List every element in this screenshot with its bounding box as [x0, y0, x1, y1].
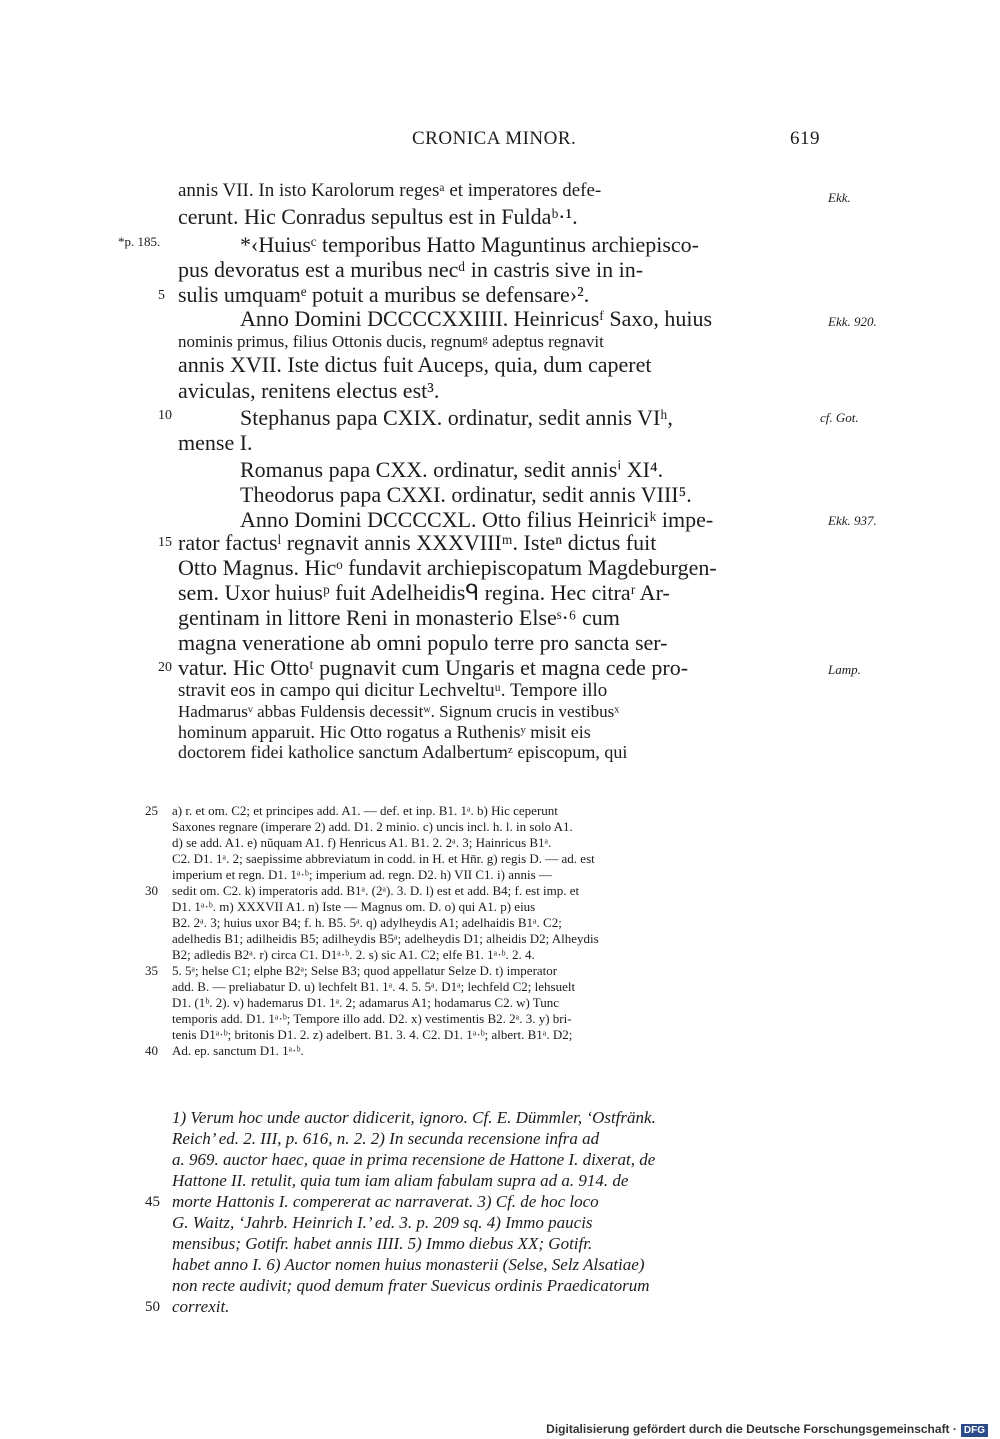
page-number: 619 [790, 128, 820, 149]
text-line: annis VII. In isto Karolorum regesᵃ et imperatores defe- [178, 180, 602, 201]
text-line: doctorem fidei katholice sanctum Adalbertumᶻ episcopum, qui [178, 742, 628, 762]
apparatus-line: temporis add. D1. 1ᵃ·ᵇ; Tempore illo add. D2. x) vestimentis B2. 2ᵃ. 3. y) bri- [172, 1011, 572, 1026]
dfg-logo: DFG [961, 1424, 988, 1437]
text-line: sem. Uxor huiusᵖ fuit Adelheidisᑫ regina. Hec citraʳ Ar- [178, 580, 670, 605]
text-line: Stephanus papa CXIX. ordinatur, sedit annis VIʰ, [240, 405, 673, 430]
credit-text: Digitalisierung gefördert durch die Deutsche Forschungsgemeinschaft · [546, 1422, 957, 1436]
note-line: non recte audivit; quod demum frater Suevicus ordinis Praedicatorum [172, 1276, 650, 1295]
text-line: cerunt. Hic Conradus sepultus est in Fuldaᵇ·¹. [178, 204, 578, 229]
apparatus-line: B2. 2ᵃ. 3; huius uxor B4; f. h. B5. 5ᵃ. q) adylheydis A1; adelhaidis B1ᵃ. C2; [172, 915, 562, 930]
note-line: Hattone II. retulit, quia tum iam aliam fabulam supra ad a. 914. de [172, 1171, 629, 1190]
text-line: Anno Domini DCCCCXL. Otto filius Heinriciᵏ impe- [240, 507, 714, 532]
apparatus-line: B2; adledis B2ᵃ. r) circa C1. D1ᵃ·ᵇ. 2. s) sic A1. C2; elfe B1. 1ᵃ·ᵇ. 2. 4. [172, 947, 535, 962]
line-number: 35 [145, 963, 158, 978]
margin-note-lamp: Lamp. [828, 662, 861, 677]
apparatus-line: 5. 5ᵃ; helse C1; elphe B2ᵃ; Selse B3; quod appellatur Selze D. t) imperator [172, 963, 558, 978]
apparatus-line: Saxones regnare (imperare 2) add. D1. 2 minio. c) uncis incl. h. l. in solo A1. [172, 819, 573, 834]
text-line: gentinam in littore Reni in monasterio Elseˢ·⁶ cum [178, 605, 620, 630]
margin-note-cf-got: cf. Got. [820, 410, 859, 425]
text-line: Hadmarusᵛ abbas Fuldensis decessitʷ. Signum crucis in vestibusˣ [178, 702, 620, 721]
note-line: a. 969. auctor haec, quae in prima recensione de Hattone I. dixerat, de [172, 1150, 656, 1169]
apparatus-line: d) se add. A1. e) nũquam A1. f) Henricus A1. B1. 2. 2ᵃ. 3; Hainricus B1ᵃ. [172, 835, 552, 850]
margin-note-ekk: Ekk. [828, 190, 851, 205]
text-line: *‹Huiusᶜ temporibus Hatto Maguntinus archiepisco- [240, 232, 699, 257]
note-line: 1) Verum hoc unde auctor didicerit, ignoro. Cf. E. Dümmler, ‘Ostfränk. [172, 1108, 656, 1127]
text-line: annis XVII. Iste dictus fuit Auceps, quia, dum caperet [178, 352, 652, 377]
apparatus-line: imperium et regn. D1. 1ᵃ·ᵇ; imperium ad. regn. D2. h) VII C1. i) annis — [172, 867, 552, 882]
line-number: 25 [145, 803, 158, 818]
text-line: Theodorus papa CXXI. ordinatur, sedit annis VIII⁵. [240, 482, 692, 507]
apparatus-line: D1. 1ᵃ·ᵇ. m) XXXVII A1. n) Iste — Magnus om. D. o) qui A1. p) eius [172, 899, 536, 914]
apparatus-line: adelhedis B1; adilheidis B5; adilheydis B5ᵃ; adelheydis D1; alheidis D2; Alheydis [172, 931, 599, 946]
apparatus-line: tenis D1ᵃ·ᵇ; britonis D1. 2. z) adelbert. B1. 3. 4. C2. D1. 1ᵃ·ᵇ; albert. B1ᵃ. D2; [172, 1027, 573, 1042]
margin-note-ekk-920: Ekk. 920. [828, 314, 877, 329]
line-number: 15 [158, 535, 172, 550]
line-number: 20 [158, 660, 172, 675]
text-line: hominum apparuit. Hic Otto rogatus a Ruthenisʸ misit eis [178, 722, 591, 742]
apparatus-line: a) r. et om. C2; et principes add. A1. — def. et inp. B1. 1ᵃ. b) Hic ceperunt [172, 803, 558, 818]
apparatus-line: sedit om. C2. k) imperatoris add. B1ᵃ. (2ᵃ). 3. D. l) est et add. B4; f. est imp. et [172, 883, 580, 898]
line-number: 40 [145, 1043, 158, 1058]
line-number: 10 [158, 408, 172, 423]
margin-note-ekk-937: Ekk. 937. [828, 513, 877, 528]
line-number: 50 [145, 1299, 160, 1315]
margin-note-page-ref: *p. 185. [118, 234, 161, 249]
running-title: CRONICA MINOR. [412, 128, 577, 149]
text-line: rator factusˡ regnavit annis XXXVIIIᵐ. Isteⁿ dictus fuit [178, 530, 657, 555]
note-line: morte Hattonis I. compererat ac narraverat. 3) Cf. de hoc loco [172, 1192, 599, 1211]
note-line: correxit. [172, 1297, 230, 1316]
line-number: 45 [145, 1194, 160, 1210]
text-line: Otto Magnus. Hicᵒ fundavit archiepiscopatum Magdeburgen- [178, 555, 717, 580]
note-line: habet anno I. 6) Auctor nomen huius monasterii (Selse, Selz Alsatiae) [172, 1255, 645, 1274]
text-line: nominis primus, filius Ottonis ducis, regnumᵍ adeptus regnavit [178, 332, 604, 351]
text-line: stravit eos in campo qui dicitur Lechveltuᵘ. Tempore illo [178, 680, 608, 701]
line-number: 30 [145, 883, 158, 898]
text-line: magna veneratione ab omni populo terre pro sancta ser- [178, 630, 668, 655]
text-line: aviculas, renitens electus est³. [178, 378, 440, 403]
text-line: Romanus papa CXX. ordinatur, sedit annisⁱ XI⁴. [240, 457, 664, 482]
note-line: G. Waitz, ‘Jahrb. Heinrich I.’ ed. 3. p. 209 sq. 4) Immo paucis [172, 1213, 593, 1232]
apparatus-line: Ad. ep. sanctum D1. 1ᵃ·ᵇ. [172, 1043, 304, 1058]
apparatus-line: add. B. — preliabatur D. u) lechfelt B1. 1ᵃ. 4. 5. 5ᵃ. D1ᵃ; lechfeld C2; lehsuelt [172, 979, 576, 994]
apparatus-line: C2. D1. 1ᵃ. 2; saepissime abbreviatum in codd. in H. et Hn̄r. g) regis D. — ad. est [172, 851, 595, 866]
text-line: sulis umquamᵉ potuit a muribus se defensare›². [178, 282, 590, 307]
apparatus-line: D1. (1ᵇ. 2). v) hademarus D1. 1ᵃ. 2; adamarus A1; hodamarus C2. w) Tunc [172, 995, 560, 1010]
text-line: pus devoratus est a muribus necᵈ in castris sive in in- [178, 257, 644, 282]
note-line: mensibus; Gotifr. habet annis IIII. 5) Immo diebus XX; Gotifr. [172, 1234, 593, 1253]
line-number: 5 [158, 288, 165, 303]
digitization-credit [546, 1422, 988, 1437]
text-line: Anno Domini DCCCCXXIIII. Heinricusᶠ Saxo, huius [240, 306, 713, 331]
text-line: mense I. [178, 430, 253, 455]
text-line: vatur. Hic Ottoᵗ pugnavit cum Ungaris et magna cede pro- [178, 655, 689, 680]
note-line: Reich’ ed. 2. III, p. 616, n. 2. 2) In secunda recensione infra ad [172, 1129, 600, 1148]
